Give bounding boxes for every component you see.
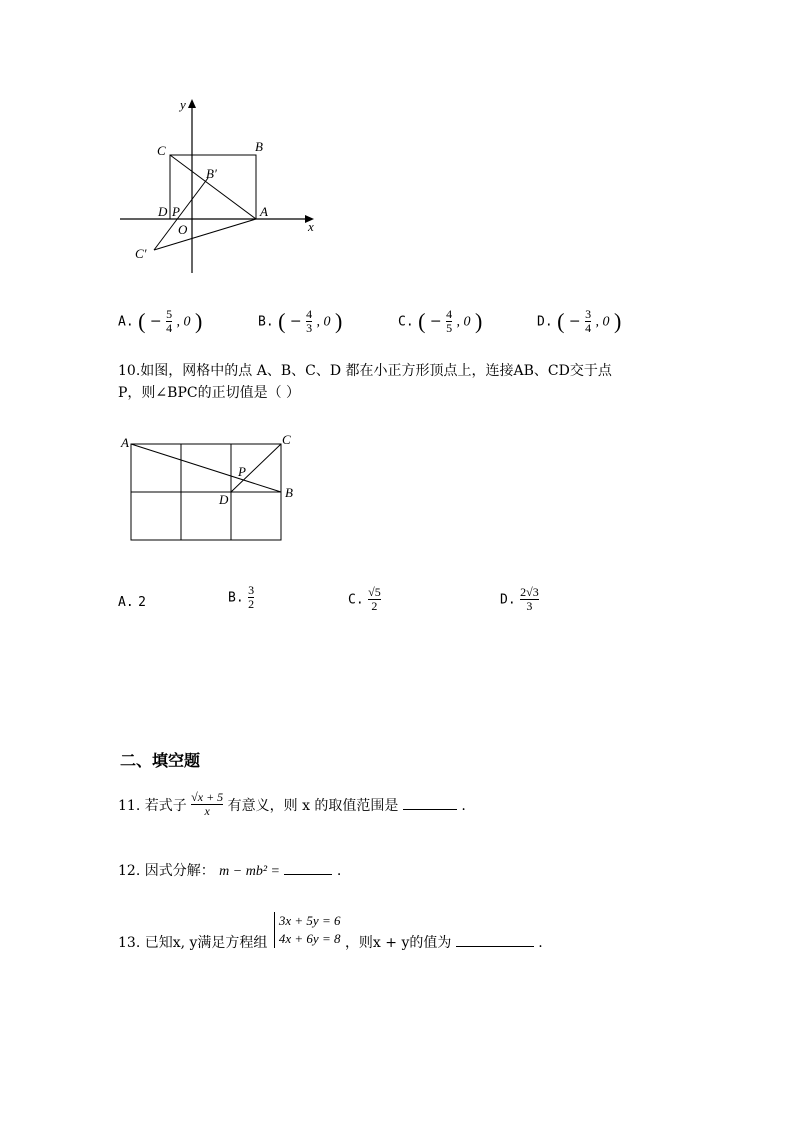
q10-grid-figure [115,430,315,550]
grid-point-b-label: B [285,485,293,500]
q10-option-b[interactable]: B. $\frac{3}{2}$ [228,583,255,611]
point-p-label: P [172,204,180,219]
q11-answer-blank[interactable] [403,795,457,810]
q10-stem [118,360,698,404]
q10-stem-line1: 10.如图，网格中的点 A、B、C、D 都在小正方形顶点上，连接AB、CD交于点 [118,363,612,379]
point-d-label: D [158,204,168,219]
grid-point-d-label: D [219,492,229,507]
point-c-label: C [157,143,166,158]
q9-option-c[interactable]: C. ( − $\frac{4}{5}$ , 0 ) [398,307,483,335]
grid-point-p-label: P [238,464,246,479]
grid-point-a-label: A [121,435,129,450]
q12: 12. 因式分解： m − mb² = . [118,860,341,883]
y-axis-label: y [180,97,186,112]
section-title-fill-in: 二、填空题 [120,751,201,770]
q10-option-d[interactable]: D. $\frac{2√3}{3}$ [500,585,539,613]
point-a-label: A [260,204,268,219]
q12-answer-blank[interactable] [284,860,332,875]
point-b-prime-label: B′ [206,166,217,181]
q9-option-b[interactable]: B. ( − $\frac{4}{3}$ , 0 ) [258,307,343,335]
grid-point-c-label: C [282,432,291,447]
q13: 13. 已知x, y满足方程组 3x + 5y = 6 4x + 6y = 8 ，则x + y的值为 . [118,913,543,951]
q9-option-a[interactable]: A. ( − $\frac{5}{4}$ , 0 ) [118,307,203,335]
q10-option-c[interactable]: C. $\frac{√5}{2}$ [348,585,381,613]
origin-label: O [178,222,188,237]
x-axis-label: x [308,219,314,234]
q9-option-d[interactable]: D. ( − $\frac{3}{4}$ , 0 ) [537,307,622,335]
q11: 11. 若式子 $\frac{√x + 5}{x}$ 有意义，则 x 的取值范围是 . [118,790,466,818]
q9-coordinate-figure [110,95,330,280]
q10-option-a[interactable]: A. 2 [118,595,146,610]
q13-equation-system: 3x + 5y = 6 4x + 6y = 8 [274,912,341,948]
point-b-label: B [255,139,263,154]
q13-answer-blank[interactable] [456,932,534,947]
q10-stem-line2: P，则∠BPC的正切值是（ ） [118,385,301,401]
point-c-prime-label: C′ [135,246,147,261]
